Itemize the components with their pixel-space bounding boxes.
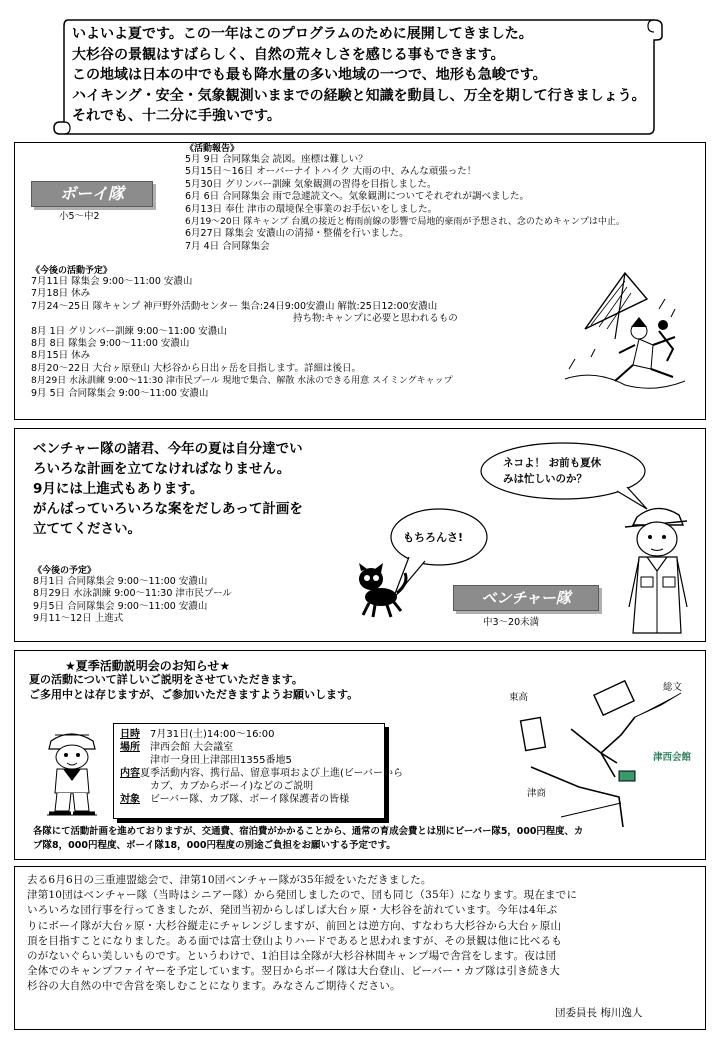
anniversary-text [27,873,577,995]
venture-line: ベンチャー隊の諸君、今年の夏は自分達でい [33,441,303,457]
report-line: 6月27日 隊集会 安濃山の清掃・整備を行いました。 [185,228,409,240]
venture-section [14,428,706,642]
map-label-east-high: 東高 [509,692,529,703]
info-row-content-cont [120,780,384,793]
info-row-address [120,754,384,767]
info-key: 対象 [120,794,140,805]
report-line: 5月15日〜16日 オーバーナイトハイク 大雨の中、みんな頑張った！ [185,166,477,178]
summer-notice-section [14,650,706,860]
intro-scroll [50,14,668,140]
schedule-heading: 《今後の活動予定》 [31,266,113,276]
intro-line: 大杉谷の景観はすばらしく、自然の荒々しさを感じる事もできます。 [72,46,505,63]
report-line: 5月 9日 合同隊集会 読図。座標は難しい？ [185,154,368,165]
anniversary-line: 頂を目指すことになりました。ある面では富士登山よりハードであると思われますが、その景観は他に比べるも [27,934,562,947]
info-row-content [120,767,404,780]
report-line: 5月30日 グリンバー訓練 気象観測の習得を目指しました。 [185,178,437,190]
anniversary-line: 全体でのキャンプファイヤーを予定しています。翌日からボーイ隊は大台登山、ビーバー・カブ隊は引き続き大 [27,965,561,978]
report-line: 6月13日 奉仕 津市の環境保全事業のお手伝いをしました。 [185,203,438,215]
intro-text [72,24,662,127]
schedule-line: 9月 5日 合同隊集会 9:00〜11:00 安濃山 [31,387,209,399]
venture-badge-sub: 中3〜20未満 [483,617,540,628]
info-key: 場所 [120,742,140,753]
schedule-line: 7月18日 休み [31,288,91,300]
cub-scout-illustration [37,727,107,817]
info-value: 7月31日(土)14:00〜16:00 [150,729,275,740]
info-value: ビーバー隊、カブ隊、ボーイ隊保護者の皆様 [150,794,350,805]
info-key [120,754,150,767]
intro-line: いよいよ夏です。この一年はこのプログラムのために展開してきました。 [72,26,533,42]
notice-line: ご多用中とは存じますが、ご参加いただきますようお願いします。 [29,687,359,701]
schedule-line: 8月15日 休み [31,350,91,362]
map-label-tsunishi: 津西会館 [653,752,692,763]
venture-line: ろいろな計画を立てなければなりません。 [33,461,291,477]
intro-line: ハイキング・安全・気象観測いままでの経験と知識を動員し、万全を期して行きましょう。 [72,87,646,104]
info-value: カブ、カブからボーイ)などのご説明 [150,781,314,792]
venture-schedule-line: 9月5日 合同隊集会 9:00〜11:00 安濃山 [33,600,208,612]
venture-line: 9月には上進式もあります。 [33,481,204,497]
venture-schedule [33,563,232,626]
venture-schedule-line: 8月29日 水泳訓練 9:00〜11:30 津市民プール [33,588,232,600]
boy-badge: ボーイ隊 [31,181,153,207]
schedule-line: 8月 1日 グリンバー訓練 9:00〜11:00 安濃山 [31,325,227,337]
info-value: 夏季活動内容、携行品、留意事項および上進(ビーバーから [140,768,404,779]
boy-schedule [31,263,458,400]
info-value: 津西会館 大会議室 [150,742,234,753]
fee-note-line: ブ隊8，000円程度、ボーイ隊18，000円程度の別途ご負担をお願いする予定です。 [33,840,396,851]
boy-section [14,142,706,420]
fee-note-line: 各隊にて活動計画を進めておりますが、交通費、宿泊費がかかることから、通常の育成会費とは別にビーバー隊5，000円程度、カ [33,826,584,837]
scout-storm-illustration [555,269,695,393]
info-key [120,780,150,793]
bubble-right-text [503,455,601,487]
report-heading: 《活動報告》 [185,144,240,154]
anniversary-line: 去る6月6日の三重連盟総会で、津第10団ベンチャー隊が35年綬をいただきました。 [27,874,432,886]
schedule-line: 7月11日 隊集会 9:00〜11:00 安濃山 [31,276,193,287]
venture-schedule-heading: 《今後の予定》 [33,566,97,576]
intro-line: それでも、十二分に手強いです。 [72,108,281,124]
info-key: 内容 [120,768,140,779]
venture-line: がんばっていろいろな案をだしあって計画を [33,501,303,517]
venture-schedule-line: 8月1日 合同隊集会 9:00〜11:00 安濃山 [33,576,208,587]
fee-note [33,825,583,853]
venture-scout-illustration [615,497,701,637]
venture-line: 立ててください。 [33,521,141,537]
info-row-date [120,728,384,741]
map-label-sobun: 総文 [663,682,683,693]
bubble-right-line: みは忙しいのか？ [503,473,587,485]
bubble-left-text: もちろんさ! [403,531,464,544]
notice-text [29,673,358,702]
report-line: 6月 6日 合同隊集会 雨で急遽読文へ。気象観測についてそれぞれが調べました。 [185,191,529,203]
schedule-line: 7月24〜25日 隊キャンプ 神戸野外活動センター 集合:24日9:00安濃山 解散:25日12:00安濃山 [31,300,438,312]
venture-text [33,439,303,539]
bubble-right-line: ネコよ！ お前も夏休 [503,457,602,469]
signature: 団委員長 梅川逸人 [555,1007,643,1019]
notice-line: 夏の活動について詳しいご説明をさせていただきます。 [29,673,303,686]
info-key: 日時 [120,729,140,740]
schedule-line: 持ち物:キャンプに必要と思われるもの [293,313,458,325]
activity-report [185,141,625,253]
anniversary-section [14,866,706,1030]
anniversary-line: 津第10団はベンチャー隊（当時はシニアー隊）から発団しましたので、団も同じ（35年）になります。現在までに [27,889,578,902]
anniversary-line: いろいろな団行事を行ってきましたが、発団当初からしばしば大台ヶ原・大杉谷を訪れています。今年は4年ぶ [27,904,558,917]
info-value: 津市一身田上津部田1355番地5 [150,755,292,766]
report-line: 7月 4日 合同隊集会 [185,240,270,252]
cat-illustration [351,563,411,619]
notice-title: ★夏季活動説明会のお知らせ★ [65,659,231,673]
schedule-line: 8月29日 水泳訓練 9:00〜11:30 津市民プール 現地で集合、解散 水泳のできる用意 スイミングキャップ [31,376,453,387]
boy-badge-sub: 小5〜中2 [59,211,100,222]
anniversary-line: のがないぐらい美しいものです。というわけで、1泊目は全隊が大杉谷林間キャンプ場で舎営をします。夜は団 [27,950,557,963]
map-label-tsushou: 津商 [527,788,547,799]
venture-schedule-line: 9月11〜12日 上進式 [33,613,124,625]
schedule-line: 8月20〜22日 大台ヶ原登山 大杉谷から日出ヶ岳を目指します。詳細は後日。 [31,362,362,374]
anniversary-line: りにボーイ隊が大台ヶ原・大杉谷縦走にチャレンジしますが、前回とは逆方向、すなわち大杉谷から大台ヶ原山 [27,919,562,932]
intro-line: この地域は日本の中でも最も降水量の多い地域の一つで、地形も急峻です。 [72,67,547,83]
schedule-line: 8月 8日 隊集会 9:00〜11:00 安濃山 [31,337,190,349]
briefing-info-box [113,723,404,819]
report-line: 6月19〜20日 隊キャンプ 台風の接近と梅雨前線の影響で局地的豪雨が予想され、念のためキャンプは中止。 [185,216,625,227]
venture-badge: ベンチャー隊 [453,585,599,611]
info-row-place [120,741,384,754]
anniversary-line: 杉谷の大自然の中で舎営を楽しむことになります。みなさんご期待ください。 [27,980,401,993]
info-row-target [120,793,384,806]
